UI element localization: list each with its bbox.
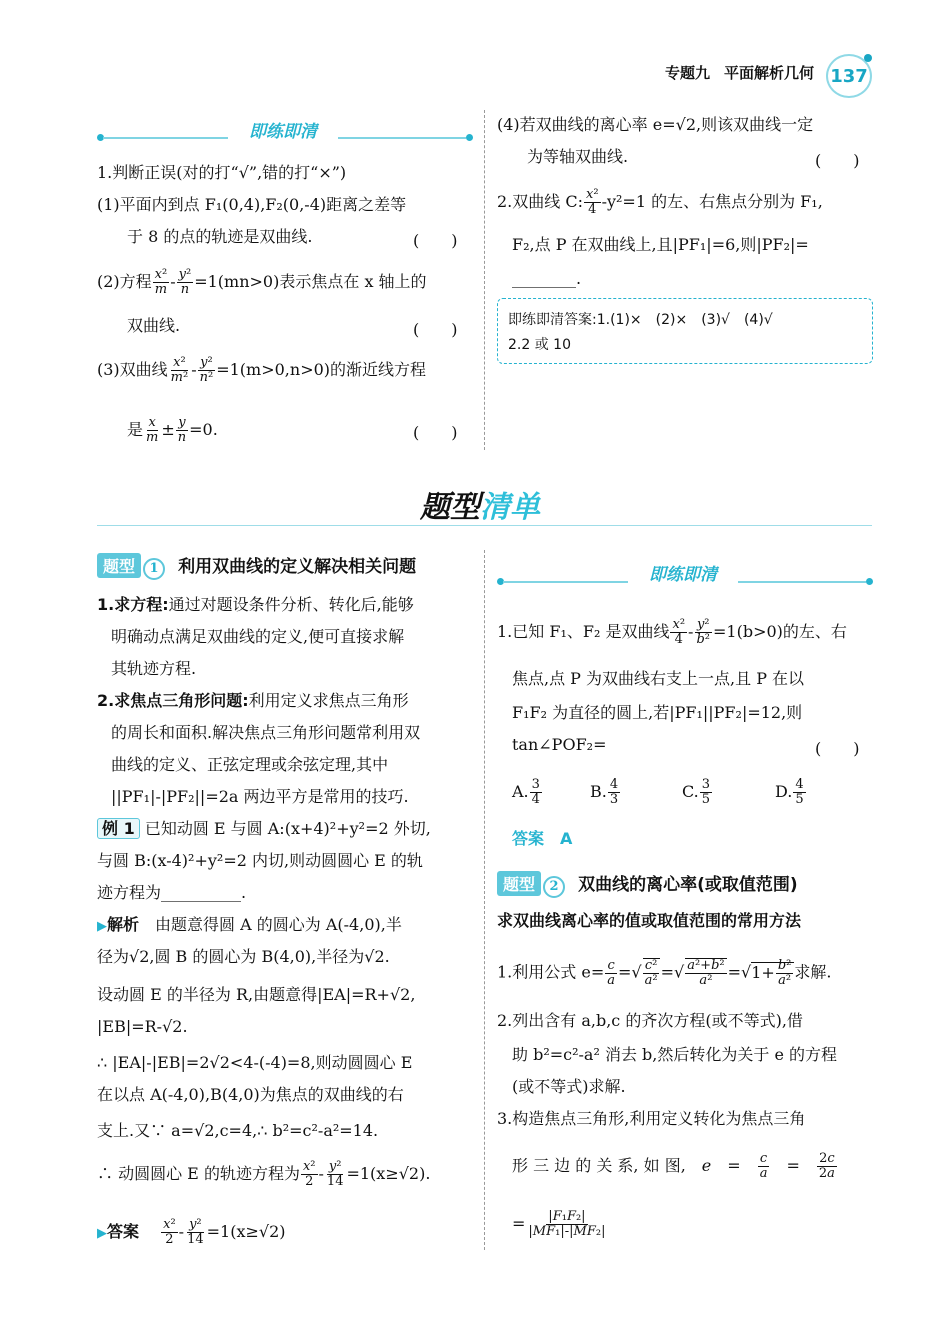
answer-paren: ( ) bbox=[413, 231, 458, 250]
answer-line-1: 即练即清答案:1.(1)× (2)× (3)√ (4)√ bbox=[508, 312, 773, 328]
option-b: B. $\frac{4}{3}$ bbox=[590, 777, 619, 807]
practice-question-1-cont3: tan∠POF₂= bbox=[512, 735, 607, 754]
method-2-cont3: ||PF₁|-|PF₂||=2a 两边平方是常用的技巧. bbox=[111, 787, 409, 806]
answer-paren: ( ) bbox=[815, 739, 860, 758]
question-1-4: (4)若双曲线的离心率 e=√2,则该双曲线一定 bbox=[497, 115, 814, 134]
practice-question-1: 1.已知 F₁、F₂ 是双曲线 $\frac{\text{x²}}{4}$ - $\frac{\text{y²}}{\text{b²}}$ =1(b>0)的左、右 bbox=[497, 617, 847, 647]
section-heading: 即练即清 bbox=[228, 117, 338, 142]
question-1-4-cont: 为等轴双曲线. bbox=[527, 147, 629, 166]
type-number: 1 bbox=[143, 558, 165, 580]
heading-dot bbox=[466, 134, 473, 141]
solution-line-1: ▶解析 由题意得圆 A 的圆心为 A(-4,0),半 bbox=[97, 915, 402, 934]
method-2-cont: 的周长和面积.解决焦点三角形问题常利用双 bbox=[111, 723, 421, 742]
example-1-cont: 与圆 B:(x-4)²+y²=2 内切,则动圆圆心 E 的轨 bbox=[97, 851, 423, 870]
type-2-title: 双曲线的离心率(或取值范围) bbox=[578, 875, 798, 895]
question-1-2-cont: 双曲线. bbox=[127, 316, 181, 335]
banner-title: 题型清单 bbox=[420, 490, 540, 525]
answer-label: 答案 bbox=[107, 1222, 140, 1241]
question-2: 2.双曲线 C: $\frac{\text{x²}}{4}$ -y²=1 的左、右焦点分别为 F₁, bbox=[497, 187, 823, 217]
type-tag: 题型 bbox=[97, 553, 141, 578]
eccentricity-method-2: 2.列出含有 a,b,c 的齐次方程(或不等式),借 bbox=[497, 1011, 803, 1030]
running-header bbox=[651, 62, 814, 83]
method-1-cont2: 其轨迹方程. bbox=[111, 659, 197, 678]
solution-line-3: 设动圆 E 的半径为 R,由题意得|EA|=R+√2, bbox=[97, 985, 416, 1004]
page-number: 137 bbox=[826, 54, 872, 98]
type-tag: 题型 bbox=[497, 871, 541, 896]
chapter-title: 平面解析几何 bbox=[723, 64, 814, 82]
option-a: A. $\frac{3}{4}$ bbox=[512, 777, 540, 807]
solution-line-6: 在以点 A(-4,0),B(4,0)为焦点的双曲线的右 bbox=[97, 1085, 404, 1104]
method-1-cont: 明确动点满足双曲线的定义,便可直接求解 bbox=[111, 627, 405, 646]
question-1-1: (1)平面内到点 F₁(0,4),F₂(0,-4)距离之差等 bbox=[97, 195, 407, 214]
answer-box bbox=[497, 298, 873, 364]
column-divider bbox=[484, 550, 485, 1250]
example-tag: 例 1 bbox=[97, 818, 140, 839]
eccentricity-method-3-formula: = $\frac{\text{|F₁F₂|}}{\text{|MF₁|-|MF₂|}}$ bbox=[512, 1209, 606, 1239]
eccentricity-method-3-cont: 形 三 边 的 关 系, 如 图, e = $\frac{c}{a}$ = $\frac{2c}{2a}$ bbox=[512, 1151, 835, 1181]
method-2-cont2: 曲线的定义、正弦定理或余弦定理,其中 bbox=[111, 755, 389, 774]
solution-line-7: 支上.又∵ a=√2,c=4,∴ b²=c²-a²=14. bbox=[97, 1121, 379, 1140]
solution-line-4: |EB|=R-√2. bbox=[97, 1017, 188, 1036]
eccentricity-method-2-cont2: (或不等式)求解. bbox=[512, 1077, 626, 1096]
arrow-icon: ▶ bbox=[97, 1226, 107, 1241]
answer-paren: ( ) bbox=[413, 423, 458, 442]
eccentricity-method-3: 3.构造焦点三角形,利用定义转化为焦点三角 bbox=[497, 1109, 806, 1128]
question-2-cont: F₂,点 P 在双曲线上,且|PF₁|=6,则|PF₂|= bbox=[512, 235, 809, 254]
type-1-title: 利用双曲线的定义解决相关问题 bbox=[178, 557, 417, 577]
question-1-1-cont: 于 8 的点的轨迹是双曲线. bbox=[127, 227, 313, 246]
solution-line-8: ∴ 动圆圆心 E 的轨迹方程为 $\frac{\text{x²}}{2}$ - $\frac{\text{y²}}{14}$ =1(x≥√2). bbox=[97, 1159, 431, 1189]
option-c: C. $\frac{3}{5}$ bbox=[682, 777, 711, 807]
option-d: D. $\frac{4}{5}$ bbox=[775, 777, 804, 807]
answer-line: ▶答案 $\frac{\text{x²}}{2}$ - $\frac{\text{y²}}{14}$ =1(x≥√2) bbox=[97, 1217, 286, 1247]
chapter-label: 专题九 bbox=[664, 64, 710, 82]
solution-label: 解析 bbox=[107, 915, 140, 934]
type-1-heading bbox=[97, 552, 416, 580]
heading-dot bbox=[866, 578, 873, 585]
method-1: 1.求方程:通过对题设条件分析、转化后,能够 bbox=[97, 595, 414, 614]
method-2: 2.求焦点三角形问题:利用定义求焦点三角形 bbox=[97, 691, 409, 710]
question-2-blank: ________. bbox=[512, 269, 582, 288]
section-heading: 即练即清 bbox=[628, 560, 738, 585]
question-1-2: (2)方程 $\frac{\text{x²}}{m}$ - $\frac{\text{y²}}{n}$ =1(mn>0)表示焦点在 x 轴上的 bbox=[97, 267, 427, 297]
type-number: 2 bbox=[543, 876, 565, 898]
example-1-cont2: 迹方程为__________. bbox=[97, 883, 247, 902]
eccentricity-method-1: 1.利用公式 e= $\frac{c}{a}$ =√ $\frac{\text{c²}}{\text{a²}}$ =√ $\frac{\text{a²+b²}}{\text{a²}}$ =√1+ $\frac{\text{b²}}{\text{a²}}$ 求解. bbox=[497, 957, 832, 988]
practice-answer: 答案 A bbox=[512, 829, 573, 848]
solution-line-5: ∴ |EA|-|EB|=2√2<4-(-4)=8,则动圆圆心 E bbox=[97, 1053, 413, 1072]
answer-paren: ( ) bbox=[413, 320, 458, 339]
column-divider bbox=[484, 110, 485, 450]
question-1-3: (3)双曲线 $\frac{\text{x²}}{\text{m²}}$ - $\frac{\text{y²}}{\text{n²}}$ =1(m>0,n>0)的渐近线方程 bbox=[97, 355, 427, 385]
answer-paren: ( ) bbox=[815, 151, 860, 170]
question-1-stem: 1.判断正误(对的打“√”,错的打“×”) bbox=[97, 163, 347, 182]
practice-question-1-cont2: F₁F₂ 为直径的圆上,若|PF₁||PF₂|=12,则 bbox=[512, 703, 803, 722]
eccentricity-method-2-cont: 助 b²=c²-a² 消去 b,然后转化为关于 e 的方程 bbox=[512, 1045, 838, 1064]
type-2-subtitle: 求双曲线离心率的值或取值范围的常用方法 bbox=[497, 911, 802, 930]
example-1: 例 1 已知动圆 E 与圆 A:(x+4)²+y²=2 外切, bbox=[97, 816, 431, 842]
practice-question-1-cont: 焦点,点 P 为双曲线右支上一点,且 P 在以 bbox=[512, 669, 805, 688]
question-1-3-cont: 是 $\frac{x}{m}$ ± $\frac{y}{n}$ =0. bbox=[127, 415, 218, 445]
solution-line-2: 径为√2,圆 B 的圆心为 B(4,0),半径为√2. bbox=[97, 947, 390, 966]
arrow-icon: ▶ bbox=[97, 919, 107, 934]
answer-line-2: 2.2 或 10 bbox=[508, 337, 571, 353]
type-2-heading bbox=[497, 870, 798, 898]
